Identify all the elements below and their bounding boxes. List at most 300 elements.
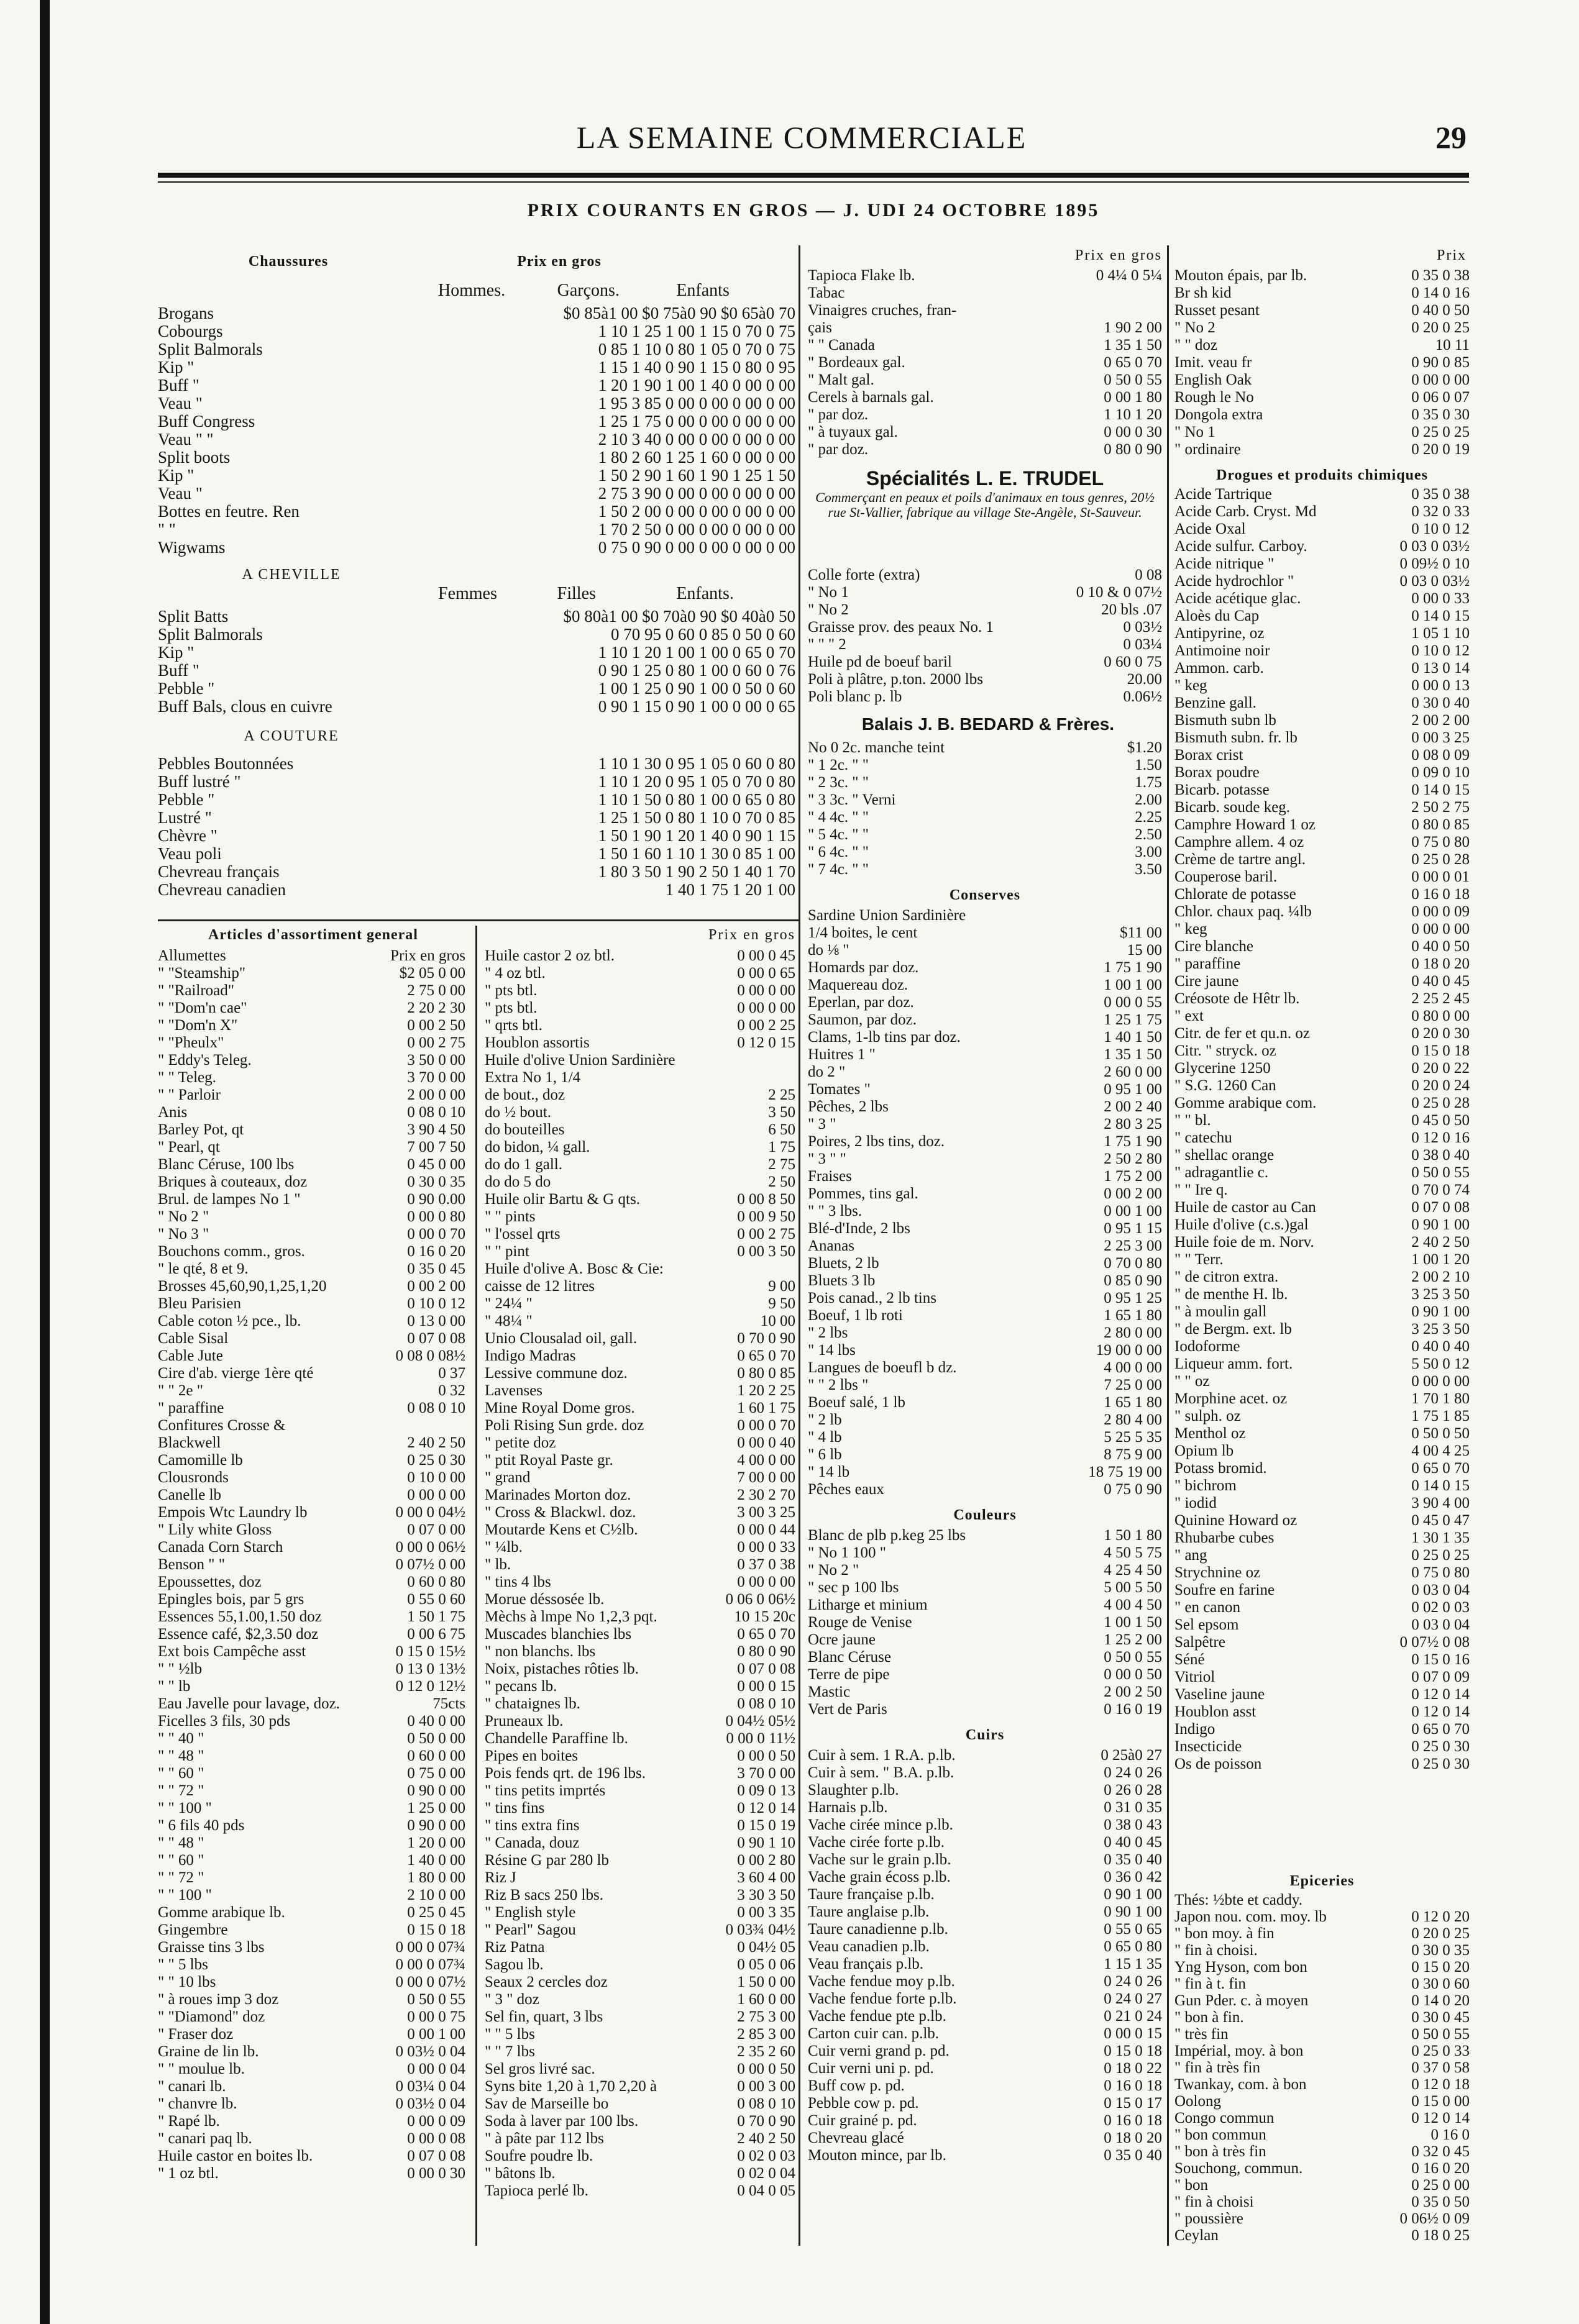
item-price: 1 50 2 90 1 60 1 90 1 25 1 50 bbox=[598, 467, 795, 485]
list-item bbox=[808, 1272, 1162, 1290]
item-price: 0 20 0 30 bbox=[1411, 1025, 1470, 1042]
item-price: 0 12 0 14 bbox=[1411, 1686, 1470, 1703]
item-price: 0 08 0 10 bbox=[407, 1104, 465, 1121]
item-price: 1 35 1 50 bbox=[1104, 337, 1162, 353]
item-name: Marinades Morton doz. bbox=[485, 1487, 631, 1503]
item-price: 2.00 bbox=[1135, 791, 1162, 808]
item-price: 1 75 1 90 bbox=[1104, 1133, 1162, 1150]
list-item bbox=[808, 302, 1162, 319]
list-item bbox=[808, 942, 1162, 959]
item-name: Vinaigres cruches, fran- bbox=[808, 302, 957, 319]
item-price: 0 00 0 09 bbox=[1411, 903, 1470, 920]
item-price: 0 20 0 19 bbox=[1411, 441, 1470, 458]
item-name: Poli à plâtre, p.ton. 2000 lbs bbox=[808, 671, 983, 688]
item-price: 0 35 0 45 bbox=[407, 1260, 465, 1277]
item-price: 0 10 & 0 07½ bbox=[1076, 584, 1162, 601]
list-item bbox=[485, 1139, 795, 1156]
item-name: Sel fin, quart, 3 lbs bbox=[485, 2008, 603, 2025]
list-item bbox=[158, 698, 795, 716]
list-item bbox=[158, 485, 795, 503]
list-item bbox=[1174, 2043, 1470, 2059]
section-title-cheville: A CHEVILLE bbox=[242, 567, 341, 583]
item-price: 0 30 0 45 bbox=[1411, 2009, 1470, 2026]
item-name: çais bbox=[808, 319, 832, 336]
item-price: 1 50 1 80 bbox=[1104, 1527, 1162, 1544]
header-enfants-b: Enfants. bbox=[676, 584, 734, 603]
list-item bbox=[1174, 1286, 1470, 1303]
list-item bbox=[485, 1904, 795, 1921]
item-name: " "Pheulx" bbox=[158, 1034, 224, 1051]
list-item bbox=[485, 1834, 795, 1852]
list-item bbox=[158, 947, 465, 965]
item-price: 3 00 3 25 bbox=[737, 1504, 795, 1521]
item-price: 0 25 0 25 bbox=[1411, 424, 1470, 440]
item-price: 0 00 6 75 bbox=[407, 1626, 465, 1643]
balais-list bbox=[808, 739, 1162, 878]
item-name: " Malt gal. bbox=[808, 371, 874, 388]
list-item bbox=[158, 1139, 465, 1156]
item-price: 1 90 2 00 bbox=[1104, 319, 1162, 336]
list-item bbox=[158, 1713, 465, 1730]
item-price: 0 15 0 20 bbox=[1411, 1959, 1470, 1975]
item-price: 2 80 4 00 bbox=[1104, 1411, 1162, 1428]
item-name: Brul. de lampes No 1 " bbox=[158, 1191, 301, 1208]
item-price: 0 38 0 43 bbox=[1104, 1816, 1162, 1833]
item-name: Saumon, par doz. bbox=[808, 1011, 917, 1028]
item-price: 1 50 1 75 bbox=[407, 1608, 465, 1625]
item-price: 0 30 0 35 bbox=[407, 1173, 465, 1190]
item-price: 19 00 0 00 bbox=[1096, 1342, 1162, 1359]
list-item bbox=[1174, 2026, 1470, 2043]
item-name: Indigo bbox=[1174, 1721, 1215, 1738]
item-price: 1 20 0 00 bbox=[407, 1834, 465, 1851]
list-item bbox=[485, 1713, 795, 1730]
item-name: " " moulue lb. bbox=[158, 2061, 245, 2077]
item-name: Rhubarbe cubes bbox=[1174, 1529, 1275, 1546]
section-title-conserves: Conserves bbox=[949, 887, 1021, 903]
list-item bbox=[485, 1208, 795, 1226]
item-name: Veau " bbox=[158, 485, 203, 503]
list-item bbox=[1174, 555, 1470, 573]
item-price: 4 50 5 75 bbox=[1104, 1544, 1162, 1561]
list-item bbox=[158, 881, 795, 899]
list-item bbox=[1174, 608, 1470, 625]
item-name: " No 2 " bbox=[158, 1208, 209, 1225]
list-item bbox=[158, 1678, 465, 1695]
list-item bbox=[485, 1295, 795, 1313]
item-name: Acide Oxal bbox=[1174, 521, 1246, 537]
item-price: 0 00 3 25 bbox=[1411, 729, 1470, 746]
section-rule bbox=[158, 919, 799, 921]
item-name: " grand bbox=[485, 1469, 531, 1486]
item-name: " " " 2 bbox=[808, 636, 846, 653]
item-price: 3 25 3 50 bbox=[1411, 1286, 1470, 1303]
list-item bbox=[1174, 1408, 1470, 1425]
list-item bbox=[485, 1661, 795, 1678]
list-item bbox=[808, 1851, 1162, 1869]
item-price: 0 21 0 24 bbox=[1104, 2008, 1162, 2025]
item-name: " " Teleg. bbox=[158, 1069, 216, 1086]
list-item bbox=[158, 809, 795, 827]
item-price: 0 50 0 55 bbox=[1104, 1649, 1162, 1666]
item-name: Cire jaune bbox=[1174, 973, 1239, 990]
item-name: Br sh kid bbox=[1174, 285, 1232, 301]
item-price bbox=[1466, 1892, 1470, 1908]
item-price: 0 00 0 33 bbox=[1411, 590, 1470, 607]
list-item bbox=[158, 1087, 465, 1104]
list-item bbox=[1174, 2093, 1470, 2110]
list-item bbox=[485, 947, 795, 965]
item-name: Blé-d'Inde, 2 lbs bbox=[808, 1220, 910, 1237]
list-item bbox=[808, 1631, 1162, 1649]
list-item bbox=[485, 1069, 795, 1087]
item-name: " " doz bbox=[1174, 337, 1218, 353]
item-price: 5 50 0 12 bbox=[1411, 1356, 1470, 1372]
item-price: 1 35 1 50 bbox=[1104, 1046, 1162, 1063]
list-item bbox=[158, 431, 795, 449]
item-name: " " lb bbox=[158, 1678, 191, 1695]
item-price: 0 50 0 50 bbox=[1411, 1425, 1470, 1442]
item-price: 0 90 0 00 bbox=[407, 1817, 465, 1834]
item-name: " No 1 100 " bbox=[808, 1544, 886, 1561]
item-price: 1 40 0 00 bbox=[407, 1852, 465, 1869]
item-price: 0 10 0 00 bbox=[407, 1469, 465, 1486]
item-name: Mouton mince, par lb. bbox=[808, 2147, 946, 2164]
list-item bbox=[1174, 2227, 1470, 2244]
list-item bbox=[485, 2095, 795, 2113]
list-item bbox=[158, 1017, 465, 1034]
item-name: Gingembre bbox=[158, 1921, 228, 1938]
item-price: 0 00 0 13 bbox=[1411, 677, 1470, 694]
item-price: 0 24 0 27 bbox=[1104, 1990, 1162, 2007]
list-item bbox=[158, 1191, 465, 1208]
item-price: 0 70 0 80 bbox=[1104, 1255, 1162, 1272]
item-price: 0.06½ bbox=[1123, 688, 1162, 705]
list-item bbox=[1174, 1095, 1470, 1112]
item-name: Tapioca Flake lb. bbox=[808, 267, 915, 284]
item-name: Sav de Marseille bo bbox=[485, 2095, 609, 2112]
list-item bbox=[808, 601, 1162, 619]
list-item bbox=[808, 1562, 1162, 1579]
item-price: 0 03¼ 0 04 bbox=[395, 2078, 465, 2095]
item-name: Acide nitrique " bbox=[1174, 555, 1275, 572]
item-name: Résine G par 280 lb bbox=[485, 1852, 609, 1869]
item-price: 0 09 0 13 bbox=[737, 1782, 795, 1799]
item-name: Opium lb bbox=[1174, 1442, 1234, 1459]
header-garcons: Garçons. bbox=[557, 281, 620, 300]
item-name: " No 2 bbox=[1174, 319, 1215, 336]
item-name: " " 5 lbs bbox=[158, 1956, 208, 1973]
item-price: 0 00 1 00 bbox=[407, 2026, 465, 2043]
vinaigres-list bbox=[808, 267, 1162, 458]
list-item bbox=[158, 755, 795, 773]
list-item bbox=[1174, 747, 1470, 764]
item-price bbox=[462, 1417, 465, 1434]
item-price: 0 90 1 00 bbox=[1104, 1903, 1162, 1920]
list-item bbox=[1174, 424, 1470, 441]
item-price: 0 35 0 38 bbox=[1411, 486, 1470, 503]
item-name: Brosses 45,60,90,1,25,1,20 bbox=[158, 1278, 327, 1295]
item-name: " " 2 lbs " bbox=[808, 1377, 869, 1393]
list-item bbox=[158, 1278, 465, 1295]
item-name: Pipes en boites bbox=[485, 1748, 578, 1764]
item-price: 0 00 3 50 bbox=[737, 1243, 795, 1260]
item-name: Carton cuir can. p.lb. bbox=[808, 2025, 940, 2042]
item-name: Acide hydrochlor " bbox=[1174, 573, 1294, 590]
list-item bbox=[808, 1342, 1162, 1359]
item-name: " "Diamond" doz bbox=[158, 2008, 265, 2025]
list-item bbox=[158, 1330, 465, 1347]
list-item bbox=[158, 1173, 465, 1191]
column-label: Prix en gros bbox=[517, 253, 602, 270]
item-price: 20.00 bbox=[1127, 671, 1162, 688]
list-item bbox=[1174, 625, 1470, 642]
list-item bbox=[485, 1643, 795, 1661]
item-name: " bon à fin. bbox=[1174, 2009, 1244, 2026]
list-item bbox=[1174, 1721, 1470, 1738]
item-price: 0 13 0 13½ bbox=[395, 1661, 465, 1677]
column-label: Prix bbox=[1436, 247, 1467, 263]
list-item bbox=[1174, 1077, 1470, 1095]
item-price: 0 40 0 45 bbox=[1104, 1834, 1162, 1851]
list-item bbox=[808, 406, 1162, 424]
item-name: Vache fendue pte p.lb. bbox=[808, 2008, 946, 2025]
list-item bbox=[158, 2043, 465, 2061]
list-item bbox=[1174, 1703, 1470, 1721]
item-price: 0 00 0 00 bbox=[737, 1000, 795, 1016]
list-item bbox=[1174, 921, 1470, 938]
list-item bbox=[1174, 2143, 1470, 2160]
item-price: 0 00 0 40 bbox=[737, 1434, 795, 1451]
list-item bbox=[808, 2095, 1162, 2112]
list-item bbox=[1174, 267, 1470, 285]
item-price: 0 00 0 30 bbox=[1104, 424, 1162, 440]
list-item bbox=[485, 1504, 795, 1521]
item-name: Pois fends qrt. de 196 lbs. bbox=[485, 1765, 646, 1782]
item-name: " à roues imp 3 doz bbox=[158, 1991, 279, 2008]
item-price: 2.25 bbox=[1135, 809, 1162, 826]
item-price: 0 03 0 04 bbox=[1411, 1616, 1470, 1633]
list-item bbox=[808, 774, 1162, 791]
list-item bbox=[1174, 503, 1470, 521]
item-price: 0 90 0.00 bbox=[407, 1191, 465, 1208]
list-item bbox=[808, 757, 1162, 774]
item-name: Chèvre " bbox=[158, 827, 217, 845]
item-price: 0 06½ 0 09 bbox=[1399, 2210, 1470, 2227]
list-item bbox=[808, 907, 1162, 924]
item-name: Mine Royal Dome gros. bbox=[485, 1400, 635, 1416]
item-name: Couperose baril. bbox=[1174, 868, 1278, 885]
item-price: 0 15 0 18 bbox=[407, 1921, 465, 1938]
item-price: 0 00 0 55 bbox=[1104, 994, 1162, 1011]
list-item bbox=[485, 1608, 795, 1626]
item-price: 0 12 0 12½ bbox=[395, 1678, 465, 1695]
section-title-articles: Articles d'assortiment general bbox=[208, 927, 418, 943]
list-item bbox=[1174, 1008, 1470, 1025]
list-item bbox=[485, 2026, 795, 2043]
item-name: Veau français p.lb. bbox=[808, 1956, 924, 1972]
item-name: Aloès du Cap bbox=[1174, 608, 1260, 624]
item-name: Cuir à sem. " B.A. p.lb. bbox=[808, 1764, 954, 1781]
list-item bbox=[1174, 1959, 1470, 1975]
list-item bbox=[1174, 1129, 1470, 1147]
list-item bbox=[1174, 712, 1470, 729]
list-item bbox=[485, 1521, 795, 1539]
list-item bbox=[485, 1173, 795, 1191]
item-name: " en canon bbox=[1174, 1599, 1240, 1616]
item-price: 3.50 bbox=[1135, 861, 1162, 878]
list-item bbox=[485, 1121, 795, 1139]
item-name: " poussière bbox=[1174, 2210, 1243, 2227]
list-item bbox=[1174, 973, 1470, 990]
item-price: 0 40 0 50 bbox=[1411, 302, 1470, 319]
item-name: Bottes en feutre. Ren bbox=[158, 503, 300, 521]
item-name: Unio Clousalad oil, gall. bbox=[485, 1330, 638, 1347]
list-item bbox=[808, 267, 1162, 285]
item-name: " Cross & Blackwl. doz. bbox=[485, 1504, 636, 1521]
list-item bbox=[808, 1377, 1162, 1394]
item-price: 0 50 0 55 bbox=[1104, 371, 1162, 388]
item-name: " 3 " " bbox=[808, 1151, 846, 1167]
item-price: 0 75 0 00 bbox=[407, 1765, 465, 1782]
item-name: Soda à laver par 100 lbs. bbox=[485, 2113, 639, 2130]
list-item bbox=[808, 1133, 1162, 1151]
item-price: 0 00 2 00 bbox=[1104, 1185, 1162, 1202]
item-price: 3 90 4 50 bbox=[407, 1121, 465, 1138]
list-item bbox=[158, 2061, 465, 2078]
item-price: 1.75 bbox=[1135, 774, 1162, 791]
list-item bbox=[158, 1208, 465, 1226]
item-name: Huile d'olive Union Sardinière bbox=[485, 1052, 675, 1069]
item-name: " canari lb. bbox=[158, 2078, 226, 2095]
list-item bbox=[808, 844, 1162, 861]
item-price: 0 00 2 50 bbox=[407, 1017, 465, 1034]
item-price: 1 30 1 35 bbox=[1411, 1529, 1470, 1546]
item-name: " keg bbox=[1174, 677, 1207, 694]
list-item bbox=[1174, 389, 1470, 406]
item-name: Buff lustré " bbox=[158, 773, 241, 791]
list-item bbox=[1174, 285, 1470, 302]
item-price: 1 20 2 25 bbox=[737, 1382, 795, 1399]
item-price: 20 bls .07 bbox=[1101, 601, 1162, 618]
item-name: Crème de tartre angl. bbox=[1174, 851, 1306, 868]
item-name: " Bordeaux gal. bbox=[808, 354, 905, 371]
item-name: 1/4 boites, le cent bbox=[808, 924, 918, 941]
list-item bbox=[808, 1046, 1162, 1064]
item-name: " pecans lb. bbox=[485, 1678, 557, 1695]
item-price: 0 95 1 15 bbox=[1104, 1220, 1162, 1237]
item-price: 0 37 0 38 bbox=[737, 1556, 795, 1573]
item-price: $1.20 bbox=[1127, 739, 1162, 756]
list-item bbox=[808, 319, 1162, 337]
item-name: Litharge et minium bbox=[808, 1597, 928, 1613]
list-item bbox=[485, 1765, 795, 1782]
list-item bbox=[808, 567, 1162, 584]
item-name: " 48¼ " bbox=[485, 1313, 533, 1329]
list-item bbox=[158, 1782, 465, 1800]
item-price: 0 95 1 25 bbox=[1104, 1290, 1162, 1306]
list-item bbox=[485, 1991, 795, 2008]
item-name: " 4 4c. " " bbox=[808, 809, 869, 826]
list-item bbox=[158, 965, 465, 982]
item-price: 2 35 2 60 bbox=[737, 2043, 795, 2060]
list-item bbox=[1174, 2059, 1470, 2076]
item-name: Langues de boeufl b dz. bbox=[808, 1359, 957, 1376]
list-item bbox=[808, 619, 1162, 636]
item-name: " 6 lb bbox=[808, 1446, 842, 1463]
item-name: " " 10 lbs bbox=[158, 1974, 216, 1990]
list-item bbox=[1174, 1042, 1470, 1060]
list-item bbox=[158, 1765, 465, 1782]
item-price: 1 80 3 50 1 90 2 50 1 40 1 70 bbox=[598, 863, 795, 881]
item-name: do do 5 do bbox=[485, 1173, 551, 1190]
item-price: 0 13 0 00 bbox=[407, 1313, 465, 1329]
list-item bbox=[1174, 371, 1470, 389]
item-price bbox=[1158, 302, 1162, 319]
item-name: Pebble " bbox=[158, 791, 215, 809]
list-item bbox=[485, 1939, 795, 1956]
item-price: 0 50 0 55 bbox=[1411, 1164, 1470, 1181]
item-name: Cire blanche bbox=[1174, 938, 1254, 955]
list-item bbox=[485, 1487, 795, 1504]
item-price: 1 25 1 75 bbox=[1104, 1011, 1162, 1028]
item-price: 0 25 0 28 bbox=[1411, 1095, 1470, 1111]
item-name: Syns bite 1,20 à 1,70 2,20 à bbox=[485, 2078, 657, 2095]
item-price: 3 50 0 00 bbox=[407, 1052, 465, 1069]
item-price: 0 4¼ 0 5¼ bbox=[1096, 267, 1162, 284]
item-name: " bâtons lb. bbox=[485, 2165, 556, 2182]
item-price: 4 25 4 50 bbox=[1104, 1562, 1162, 1579]
item-name: Blanc de plb p.keg 25 lbs bbox=[808, 1527, 966, 1544]
list-item bbox=[485, 1156, 795, 1173]
list-item bbox=[808, 636, 1162, 654]
list-item bbox=[158, 1121, 465, 1139]
item-price: 10 11 bbox=[1435, 337, 1470, 353]
list-item bbox=[1174, 677, 1470, 695]
list-item bbox=[808, 1747, 1162, 1764]
item-name: " Eddy's Teleg. bbox=[158, 1052, 252, 1069]
item-price: 0 45 0 00 bbox=[407, 1156, 465, 1173]
item-name: Citr. " stryck. oz bbox=[1174, 1042, 1276, 1059]
item-name: " " ½lb bbox=[158, 1661, 203, 1677]
page-number: 29 bbox=[1435, 120, 1467, 155]
item-name: Cobourgs bbox=[158, 322, 223, 340]
list-item bbox=[485, 1330, 795, 1347]
item-name: Indigo Madras bbox=[485, 1347, 576, 1364]
item-price: 6 50 bbox=[768, 1121, 795, 1138]
item-name: Ext bois Campêche asst bbox=[158, 1643, 306, 1660]
list-item bbox=[1174, 955, 1470, 973]
item-price: 1 25 0 00 bbox=[407, 1800, 465, 1816]
item-price: 0 35 0 38 bbox=[1411, 267, 1470, 284]
item-price: 0 25à0 27 bbox=[1101, 1747, 1162, 1764]
list-item bbox=[158, 1382, 465, 1400]
item-name: Buff Congress bbox=[158, 412, 255, 431]
item-name: Gun Pder. c. à moyen bbox=[1174, 1992, 1309, 2009]
item-price: 2 10 0 00 bbox=[407, 1887, 465, 1903]
item-name: Vache cirée mince p.lb. bbox=[808, 1816, 953, 1833]
cuirs-list-2 bbox=[1174, 267, 1470, 458]
conserves-list bbox=[808, 907, 1162, 1498]
item-name: Acide sulfur. Carboy. bbox=[1174, 538, 1307, 555]
column-separator bbox=[475, 926, 477, 2246]
item-price: 0 12 0 14 bbox=[1411, 2110, 1470, 2126]
item-name: " "Railroad" bbox=[158, 982, 234, 999]
item-name: " tins 4 lbs bbox=[485, 1574, 551, 1590]
price-list-heading: PRIX COURANTS EN GROS — J. UDI 24 OCTOBRE 1895 bbox=[527, 200, 1100, 221]
item-name: " chanvre lb. bbox=[158, 2095, 237, 2112]
item-price: 0 15 0 18 bbox=[1104, 2043, 1162, 2059]
